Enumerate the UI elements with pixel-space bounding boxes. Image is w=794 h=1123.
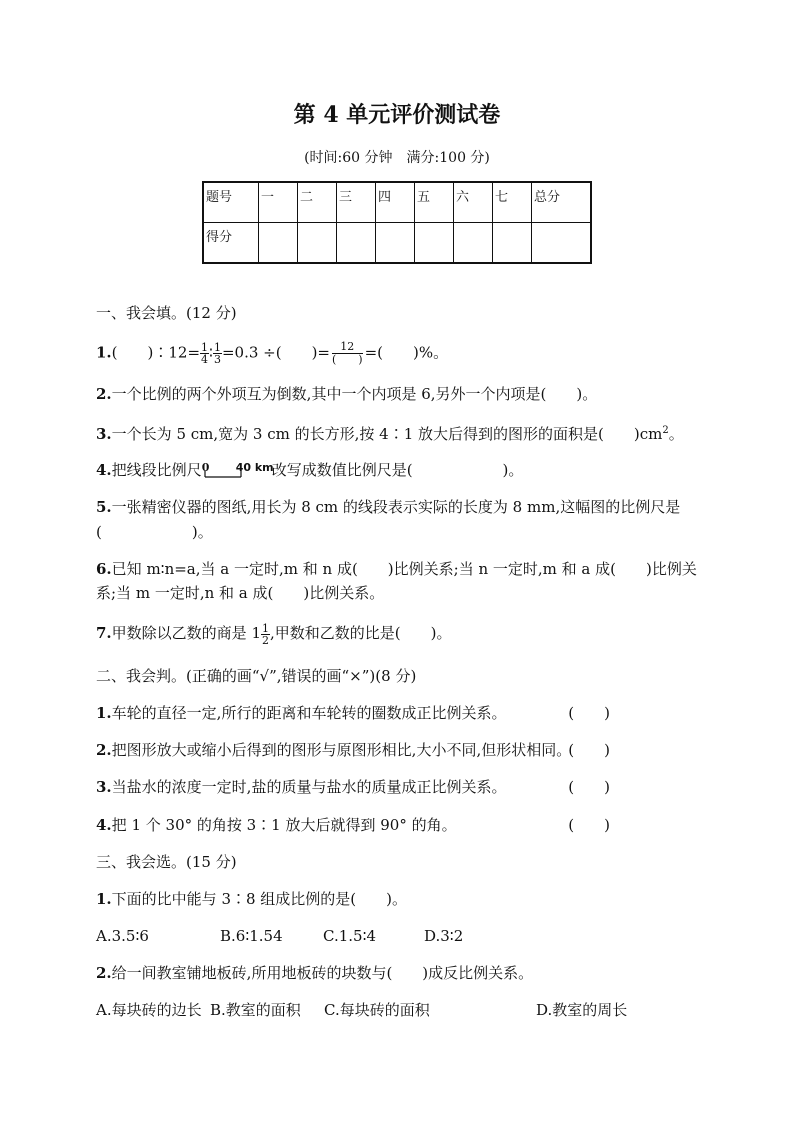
answer-paren[interactable]: ( ) — [568, 816, 610, 834]
question-text: 一张精密仪器的图纸,用长为 8 cm 的线段表示实际的长度为 8 mm,这幅图的比例尺是 — [111, 498, 681, 516]
question-number: 2. — [96, 385, 112, 403]
line-scale-bar — [202, 461, 272, 481]
judge-item — [96, 702, 706, 724]
option-c[interactable]: C.1.5∶4 — [323, 927, 377, 945]
table-row — [203, 182, 591, 223]
question-text: 甲数除以乙数的商是 1 — [111, 624, 261, 642]
question-text: 下面的比中能与 3∶8 组成比例的是( )。 — [111, 890, 408, 908]
option-b[interactable]: B.6∶1.54 — [220, 927, 283, 945]
score-table — [202, 181, 592, 264]
question-text: 当盐水的浓度一定时,盐的质量与盐水的质量成正比例关系。 — [111, 778, 507, 796]
fraction — [200, 342, 209, 365]
fraction — [213, 342, 222, 365]
table-row — [203, 223, 591, 264]
table-cell: 一 — [259, 182, 298, 223]
question-1-5-cont: ( )。 — [96, 523, 213, 541]
judge-item — [96, 814, 706, 836]
fraction-numerator: 1 — [201, 341, 209, 354]
question-text: 。 — [668, 425, 684, 443]
fraction — [261, 623, 270, 646]
scale-km-label: 40 km — [235, 461, 274, 474]
table-cell: 七 — [493, 182, 532, 223]
table-cell: 二 — [298, 182, 337, 223]
page-title: 第 4 单元评价测试卷 — [293, 102, 501, 128]
fraction — [332, 341, 363, 366]
question-number: 2. — [96, 741, 112, 759]
option-a[interactable]: A.每块砖的边长 — [96, 1001, 202, 1019]
question-text: 给一间教室铺地板砖,所用地板砖的块数与( )成反比例关系。 — [111, 964, 534, 982]
scale-bar-icon — [202, 461, 272, 481]
answer-paren[interactable]: ( ) — [568, 778, 610, 796]
option-a[interactable]: A.3.5∶6 — [96, 927, 149, 945]
fraction-denominator: 2 — [261, 633, 269, 647]
question-text: 把线段比例尺 — [111, 461, 202, 479]
score-cell[interactable] — [493, 223, 532, 264]
fraction-numerator: 12 — [332, 341, 363, 354]
question-text: 车轮的直径一定,所行的距离和车轮转的圈数成正比例关系。 — [111, 704, 507, 722]
answer-paren[interactable]: ( ) — [568, 704, 610, 722]
question-text: 一个长为 5 cm,宽为 3 cm 的长方形,按 4∶1 放大后得到的图形的面积是( )cm — [111, 425, 663, 443]
question-text: ,甲数和乙数的比是( )。 — [269, 624, 452, 642]
question-number: 4. — [96, 461, 112, 479]
ratio-colon: ∶ — [209, 343, 213, 362]
question-text: 把 1 个 30° 的角按 3∶1 放大后就得到 90° 的角。 — [111, 816, 457, 834]
score-cell[interactable] — [376, 223, 415, 264]
fraction-denominator: 3 — [213, 353, 221, 366]
question-text: =0.3 ÷( )= — [221, 343, 330, 362]
question-number: 6. — [96, 560, 112, 578]
question-number: 3. — [96, 778, 112, 796]
question-text: 已知 m∶n=a,当 a 一定时,m 和 n 成( )比例关系;当 n 一定时,m 和 a 成( )比例关 — [111, 560, 697, 578]
table-cell: 六 — [454, 182, 493, 223]
question-1-7 — [96, 622, 706, 646]
question-1-2 — [96, 383, 706, 405]
question-1-6-cont: 系;当 m 一定时,n 和 a 成( )比例关系。 — [96, 584, 385, 602]
question-text: ( )∶12= — [111, 343, 201, 362]
superscript: 2 — [662, 425, 669, 436]
option-c[interactable]: C.每块砖的面积 — [324, 1001, 430, 1019]
score-cell[interactable] — [259, 223, 298, 264]
table-cell: 三 — [337, 182, 376, 223]
fraction-numerator: 1 — [213, 341, 221, 354]
section-heading-judge: 二、我会判。(正确的画“√”,错误的画“×”)(8 分) — [96, 667, 417, 685]
judge-item — [96, 739, 706, 761]
question-1-5 — [96, 496, 706, 518]
score-cell[interactable] — [415, 223, 454, 264]
question-number: 1. — [96, 343, 112, 362]
score-cell[interactable] — [532, 223, 592, 264]
question-number: 5. — [96, 498, 112, 516]
table-cell: 五 — [415, 182, 454, 223]
answer-paren[interactable]: ( ) — [568, 741, 610, 759]
question-number: 1. — [96, 890, 112, 908]
fraction-denominator: ( ) — [332, 353, 363, 366]
question-1-4 — [96, 459, 706, 481]
question-text: 把图形放大或缩小后得到的图形与原图形相比,大小不同,但形状相同。 — [111, 741, 572, 759]
question-text: 改写成数值比例尺是( )。 — [271, 461, 524, 479]
question-3-2 — [96, 962, 706, 984]
question-1-6 — [96, 558, 706, 580]
question-number: 7. — [96, 624, 112, 642]
judge-item — [96, 776, 706, 798]
option-d[interactable]: D.3∶2 — [424, 927, 464, 945]
question-3-1 — [96, 888, 706, 910]
question-text: 一个比例的两个外项互为倒数,其中一个内项是 6,另外一个内项是( )。 — [111, 385, 598, 403]
table-cell: 得分 — [203, 223, 259, 264]
score-cell[interactable] — [454, 223, 493, 264]
question-1-1 — [96, 341, 706, 366]
question-number: 4. — [96, 816, 112, 834]
section-heading-choose: 三、我会选。(15 分) — [96, 853, 237, 871]
exam-info: (时间:60 分钟 满分:100 分) — [304, 150, 490, 166]
fraction-numerator: 1 — [261, 621, 269, 635]
question-text: =( )%。 — [364, 343, 449, 362]
fraction-denominator: 4 — [201, 353, 209, 366]
table-cell: 总分 — [532, 182, 592, 223]
question-number: 1. — [96, 704, 112, 722]
question-1-3 — [96, 420, 706, 445]
question-number: 3. — [96, 425, 112, 443]
option-d[interactable]: D.教室的周长 — [536, 1001, 628, 1019]
section-heading-fill: 一、我会填。(12 分) — [96, 304, 237, 322]
question-number: 2. — [96, 964, 112, 982]
score-cell[interactable] — [298, 223, 337, 264]
scale-zero-label: 0 — [201, 461, 210, 474]
score-cell[interactable] — [337, 223, 376, 264]
option-b[interactable]: B.教室的面积 — [210, 1001, 301, 1019]
table-cell: 四 — [376, 182, 415, 223]
table-cell: 题号 — [203, 182, 259, 223]
